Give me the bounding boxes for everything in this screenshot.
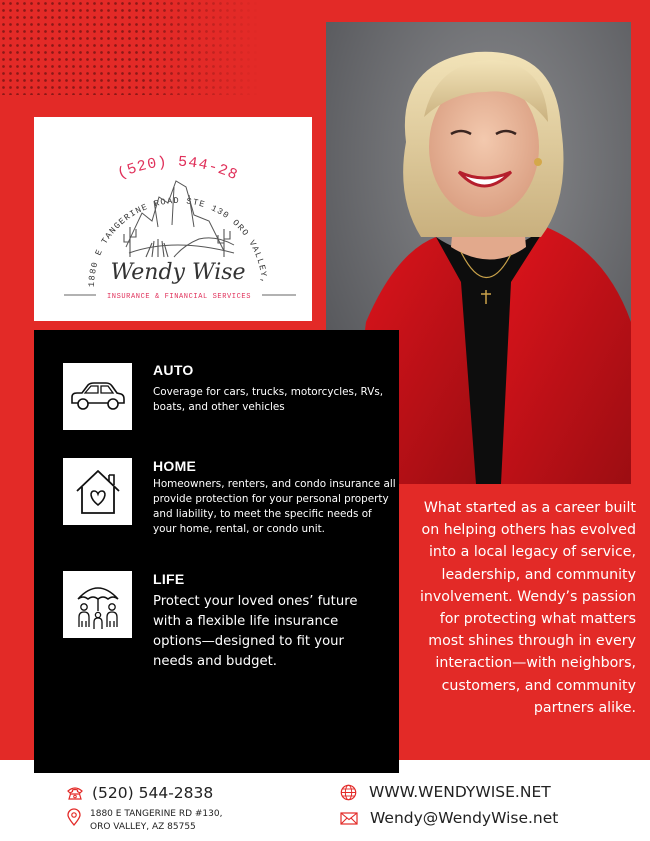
footer-address <box>66 808 222 834</box>
logo-card <box>34 117 312 321</box>
envelope-icon <box>340 812 358 825</box>
logo-phone: (520) 544-28 <box>115 153 241 185</box>
service-title-auto: AUTO <box>153 362 194 378</box>
footer-email[interactable] <box>340 809 558 827</box>
footer-address-line1: 1880 E TANGERINE RD #130, <box>90 809 223 819</box>
service-desc-auto: Coverage for cars, trucks, motorcycles, RVs, boats, and other vehicles <box>153 386 384 413</box>
service-title-life: LIFE <box>153 571 185 587</box>
house-heart-icon <box>63 458 132 525</box>
globe-icon <box>340 784 357 801</box>
footer-phone[interactable] <box>66 784 213 802</box>
svg-text:(520) 544-2838 <box>34 117 241 184</box>
car-icon <box>63 363 132 430</box>
service-title-home: HOME <box>153 458 197 474</box>
footer-address-line2: ORO VALLEY, AZ 85755 <box>90 822 196 832</box>
halftone-dots-decoration <box>0 0 260 95</box>
footer-website-text: WWW.WENDYWISE.NET <box>369 783 551 801</box>
story-paragraph: What started as a career built on helping others has evolved into a local legacy of service, leadership, and community involvement. Wendy’s passion for protecting what matters most shines through in every interaction—with neighbors, customers, and community partners alike. <box>419 500 636 716</box>
wendy-wise-logo <box>34 117 312 321</box>
footer-phone-text: (520) 544-2838 <box>92 784 214 802</box>
logo-tagline: INSURANCE & FINANCIAL SERVICES <box>106 293 252 301</box>
logo-name: Wendy Wise <box>110 260 246 285</box>
service-desc-home: Homeowners, renters, and condo insurance all provide protection for your personal property and liability, to meet the specific needs of your home, rental, or condo unit. <box>153 478 396 535</box>
phone-icon <box>66 785 84 801</box>
desert-mountain-icon <box>126 181 234 257</box>
service-desc-life: Protect your loved ones’ future with a flexible life insurance options—designed to fit your needs and budget. <box>153 594 358 669</box>
footer-website[interactable] <box>340 783 551 801</box>
logo-arc-address: 1880 E TANGERINE ROAD STE 130 ORO VALLEY, <box>86 195 270 288</box>
location-pin-icon <box>66 808 82 826</box>
footer-email-text: Wendy@WendyWise.net <box>370 809 559 827</box>
family-umbrella-icon <box>63 571 132 638</box>
